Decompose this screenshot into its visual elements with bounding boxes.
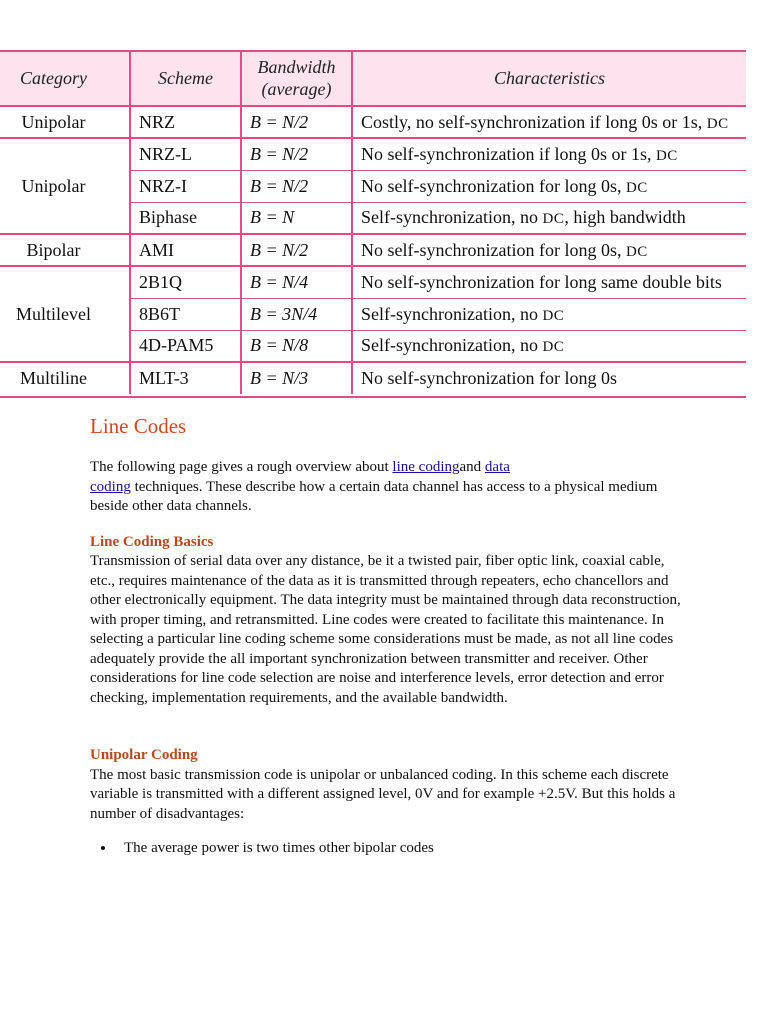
bandwidth-value: B = N/4 xyxy=(250,271,309,292)
characteristics-cell xyxy=(352,298,746,330)
intro-text-rest: techniques. These describe how a certain data channel has access to a physical medium beside other data channels. xyxy=(90,478,658,514)
scheme-cell: Biphase xyxy=(130,202,241,234)
bandwidth-cell xyxy=(241,330,352,362)
scheme-cell: NRZ xyxy=(130,106,241,138)
header-scheme-label: Scheme xyxy=(158,67,213,88)
bandwidth-value: B = N/2 xyxy=(250,175,309,196)
bandwidth-value: B = N/8 xyxy=(250,335,309,356)
intro-connector: and xyxy=(459,459,485,475)
bandwidth-value: B = 3N/4 xyxy=(250,303,318,324)
table-row xyxy=(0,362,746,394)
header-bandwidth-line1: Bandwidth xyxy=(257,56,336,77)
characteristics-text: Costly, no self-synchronization if long 0s or 1s, xyxy=(361,111,703,132)
header-bandwidth-line2: (average) xyxy=(261,78,332,99)
page-title: Line Codes xyxy=(90,414,187,438)
category-label: Unipolar xyxy=(21,175,86,196)
bandwidth-value: B = N/2 xyxy=(250,143,309,164)
dc-label: DC xyxy=(542,211,565,228)
disadvantages-list xyxy=(90,839,690,859)
category-label: Unipolar xyxy=(21,111,86,132)
bandwidth-value: B = N/2 xyxy=(250,239,309,260)
list-item: • The average power is two times other bipolar codes xyxy=(116,839,690,859)
header-bandwidth xyxy=(241,50,352,106)
characteristics-text-suffix: , high bandwidth xyxy=(564,207,686,228)
characteristics-text: Self-synchronization, no xyxy=(361,303,538,324)
bandwidth-cell xyxy=(241,138,352,170)
line-codes-table xyxy=(0,50,746,398)
header-category xyxy=(0,50,130,106)
category-label: Multilevel xyxy=(16,303,91,324)
category-cell xyxy=(0,234,130,266)
scheme-cell: AMI xyxy=(130,234,241,266)
table-bottom-rule xyxy=(0,396,746,398)
characteristics-text: No self-synchronization for long 0s xyxy=(361,368,617,388)
scheme-cell: MLT-3 xyxy=(130,362,241,394)
characteristics-cell xyxy=(352,266,746,298)
dc-label: DC xyxy=(625,243,648,260)
bandwidth-value: B = N/3 xyxy=(250,368,309,388)
table-row xyxy=(0,106,746,138)
article xyxy=(90,412,690,859)
section-body-line-coding-basics: Transmission of serial data over any distance, be it a twisted pair, fiber optic link, coaxial cable, etc., requires maintenance of the data as it is transmitted through repeaters, echo chancellors and other electronically equipment. The data integrity must be maintained through data reconstruction, with proper timing, and retransmitted. Line codes were created to facilitate this maintenance. In selecting a particular line coding scheme some considerations must be made, as not all line codes adequately provide the all important synchronization between transmitter and receiver. Other considerations for line code selection are noise and interference levels, error detection and error checking, implementation requirements, and the available bandwidth. xyxy=(90,553,681,706)
header-characteristics xyxy=(352,50,746,106)
characteristics-cell xyxy=(352,138,746,170)
data-coding-link-part2: coding xyxy=(90,478,131,495)
codes-table xyxy=(0,50,746,394)
characteristics-cell xyxy=(352,330,746,362)
section-heading-unipolar-coding: Unipolar Coding xyxy=(90,747,198,763)
table-top-rule xyxy=(0,50,746,52)
bandwidth-value: B = N/2 xyxy=(250,111,309,132)
data-coding-link-part1: data xyxy=(484,459,510,475)
intro-paragraph xyxy=(90,458,690,517)
section-body-unipolar-coding: The most basic transmission code is unipolar or unbalanced coding. In this scheme each discrete variable is transmitted with a different assigned level, 0V and for example +2.5V. But this holds a number of disadvantages: xyxy=(90,766,676,822)
scheme-cell: NRZ-L xyxy=(130,138,241,170)
header-scheme xyxy=(130,50,241,106)
bandwidth-value: B = N xyxy=(250,207,295,228)
header-characteristics-label: Characteristics xyxy=(494,67,605,88)
bandwidth-cell xyxy=(241,298,352,330)
scheme-cell: 4D-PAM5 xyxy=(130,330,241,362)
characteristics-text: Self-synchronization, no xyxy=(361,335,538,356)
dc-label: DC xyxy=(542,339,565,356)
characteristics-text: No self-synchronization for long 0s, xyxy=(361,175,622,196)
section-heading-line-coding-basics: Line Coding Basics xyxy=(90,533,214,550)
scheme-cell: 2B1Q xyxy=(130,266,241,298)
bandwidth-cell xyxy=(241,266,352,298)
line-coding-link[interactable]: line coding xyxy=(392,459,460,475)
characteristics-text: No self-synchronization for long 0s, xyxy=(361,239,622,260)
category-cell xyxy=(0,138,130,234)
table-row xyxy=(0,138,746,170)
characteristics-cell xyxy=(352,170,746,202)
bandwidth-cell xyxy=(241,234,352,266)
category-label: Multiline xyxy=(20,368,87,388)
category-cell xyxy=(0,106,130,138)
scheme-cell: 8B6T xyxy=(130,298,241,330)
bandwidth-cell xyxy=(241,362,352,394)
table-header-row xyxy=(0,50,746,106)
characteristics-cell xyxy=(352,202,746,234)
characteristics-cell xyxy=(352,234,746,266)
bandwidth-cell xyxy=(241,106,352,138)
dc-label: DC xyxy=(655,147,678,164)
dc-label: DC xyxy=(542,307,565,324)
characteristics-text: No self-synchronization if long 0s or 1s, xyxy=(361,143,652,164)
table-row xyxy=(0,266,746,298)
characteristics-text: No self-synchronization for long same double bits xyxy=(361,271,722,292)
category-cell xyxy=(0,362,130,394)
characteristics-cell xyxy=(352,106,746,138)
dc-label: DC xyxy=(625,179,648,196)
bandwidth-cell xyxy=(241,170,352,202)
dc-label: DC xyxy=(706,115,729,132)
characteristics-text: Self-synchronization, no xyxy=(361,207,538,228)
characteristics-cell xyxy=(352,362,746,394)
table-row xyxy=(0,234,746,266)
header-category-label: Category xyxy=(20,67,87,88)
category-cell xyxy=(0,266,130,362)
scheme-cell: NRZ-I xyxy=(130,170,241,202)
bandwidth-cell xyxy=(241,202,352,234)
category-label: Bipolar xyxy=(26,239,81,260)
intro-text: The following page gives a rough overview about xyxy=(90,459,393,475)
